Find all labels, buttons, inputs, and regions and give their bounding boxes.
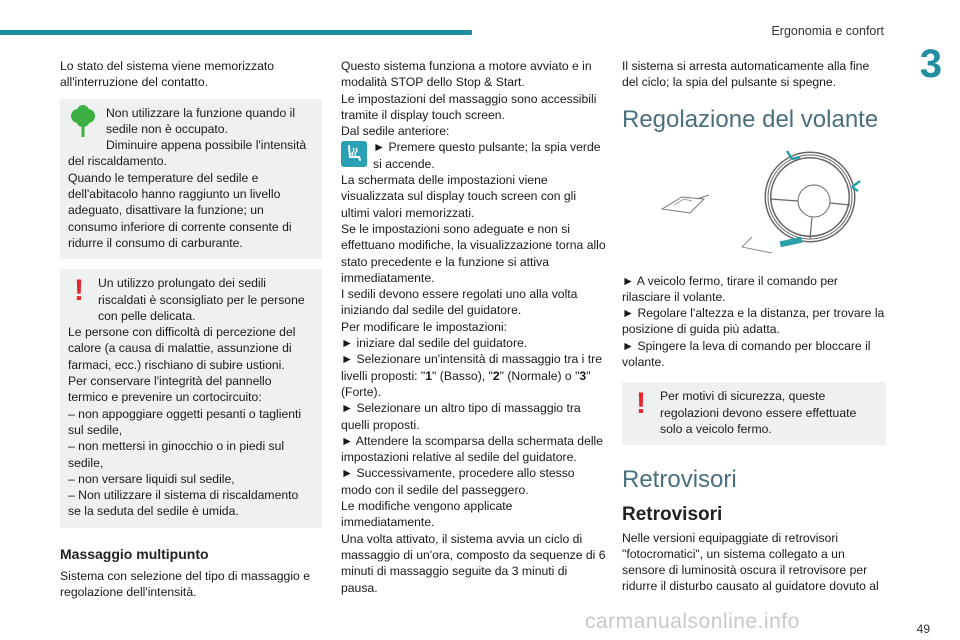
step: ► iniziare dal sedile del guidatore.: [341, 336, 528, 351]
watermark: carmanualsonline.info: [585, 610, 800, 633]
eco-note: [60, 99, 322, 260]
paragraph: Le impostazioni del massaggio sono accessibili tramite il display touch screen.: [341, 91, 597, 122]
paragraph: Se le impostazioni sono adeguate e non si effettuano modifiche, la visualizzazione torna allo stato precedente e la funzione si attiva immediatamente.: [341, 221, 606, 285]
step: ► Successivamente, procedere allo stesso modo con il sedile del passeggero.: [341, 466, 575, 497]
steering-title: Regolazione del volante: [622, 105, 879, 133]
step: ► Attendere la scomparsa della schermata delle impostazioni relative al sedile del guidatore.: [341, 433, 604, 465]
warning-line: – non versare liquidi sul sedile,: [68, 471, 235, 486]
warning-line: Le persone con difficoltà di percezione del calore (a causa di malattie, assunzione di farmaci, ecc.) rischiano di subire ustioni.: [68, 325, 296, 372]
eco-note-line: Non utilizzare la funzione quando il sedile non è occupato.: [106, 105, 296, 136]
warning-note: [60, 269, 322, 527]
warning-line: – Non utilizzare il sistema di riscaldamento se la seduta del sedile è umida.: [68, 488, 299, 519]
warning-line: – non mettersi in ginocchio o in piedi sul sedile,: [68, 439, 285, 470]
step: ► Selezionare un altro tipo di massaggio tra quelli proposti.: [341, 401, 581, 432]
page-number: 49: [916, 622, 930, 636]
steering-step: ► Regolare l'altezza e la distanza, per trovare la posizione di guida più adatta.: [622, 306, 885, 337]
safety-note-text: Per motivi di sicurezza, queste regolazioni devono essere effettuate solo a veicolo fermo.: [660, 389, 857, 436]
warning-icon: !: [74, 274, 84, 308]
paragraph: Una volta attivato, il sistema avvia un ciclo di massaggio di un'ora, composto da sequenze di 6 minuti di massaggio seguite da 3 minuti di pausa.: [341, 531, 606, 595]
massage-heading: Massaggio multipunto: [60, 545, 209, 562]
safety-note: [622, 382, 886, 445]
button-step: [341, 139, 606, 172]
step-intensity: ► Selezionare un'intensità di massaggio tra i tre livelli proposti: "1" (Basso), "2" (Normale) o "3" (Forte).: [341, 352, 602, 399]
mirrors-text: Nelle versioni equipaggiate di retrovisori "fotocromatici", un sistema collegato a un sensore di luminosità oscura il retrovisore per ridurre il disturbo causato al guidatore dovuto al: [622, 530, 879, 594]
chapter-number: 3: [919, 42, 942, 86]
paragraph: I sedili devono essere regolati uno alla volta iniziando dal sedile del guidatore.: [341, 287, 578, 318]
mirrors-subtitle: Retrovisori: [622, 504, 723, 526]
paragraph: Per modificare le impostazioni:: [341, 319, 507, 334]
warning-icon: !: [636, 387, 646, 421]
steering-step: ► Spingere la leva di comando per bloccare il volante.: [622, 338, 871, 370]
steering-wheel-illustration: [642, 147, 882, 259]
warning-line: Un utilizzo prolungato dei sedili riscaldati è sconsigliato per le persone con pelle delicata.: [98, 276, 305, 323]
section-title: Ergonomia e confort: [771, 24, 884, 38]
paragraph: Le modifiche vengono applicate immediatamente.: [341, 499, 513, 530]
warning-line: Per conservare l'integrità del pannello termico e prevenire un cortocircuito:: [68, 374, 272, 405]
paragraph: Dal sedile anteriore:: [341, 124, 450, 139]
paragraph: La schermata delle impostazioni viene visualizzata sul display touch screen con gli ultimi valori memorizzati.: [341, 173, 577, 220]
eco-note-line: Diminuire appena possibile l'intensità del riscaldamento.: [68, 138, 307, 169]
mirrors-title: Retrovisori: [622, 466, 737, 494]
paragraph: Il sistema si arresta automaticamente alla fine del ciclo; la spia del pulsante si spegne.: [622, 59, 870, 90]
warning-line: – non appoggiare oggetti pesanti o taglienti sul sedile,: [68, 406, 302, 437]
paragraph: Questo sistema funziona a motore avviato e in modalità STOP dello Stop & Start.: [341, 59, 592, 90]
column-middle: [341, 58, 606, 596]
header-accent-bar: [0, 30, 472, 35]
column-left: [60, 58, 322, 601]
leaf-icon: [68, 105, 98, 143]
button-step-text: ► Premere questo pulsante; la spia verde si accende.: [373, 140, 601, 171]
massage-seat-icon: [341, 141, 367, 167]
column-right: [622, 58, 886, 595]
eco-note-line: Quando le temperature del sedile e dell'abitacolo hanno raggiunto un livello adeguato, disattivare la funzione; un consumo inferiore di corrente consente di ridurre il consumo di carburante.: [68, 170, 292, 250]
steering-step: ► A veicolo fermo, tirare il comando per rilasciare il volante.: [622, 273, 838, 304]
intro-text: Lo stato del sistema viene memorizzato all'interruzione del contatto.: [60, 59, 275, 90]
massage-text: Sistema con selezione del tipo di massaggio e regolazione dell'intensità.: [60, 569, 310, 600]
